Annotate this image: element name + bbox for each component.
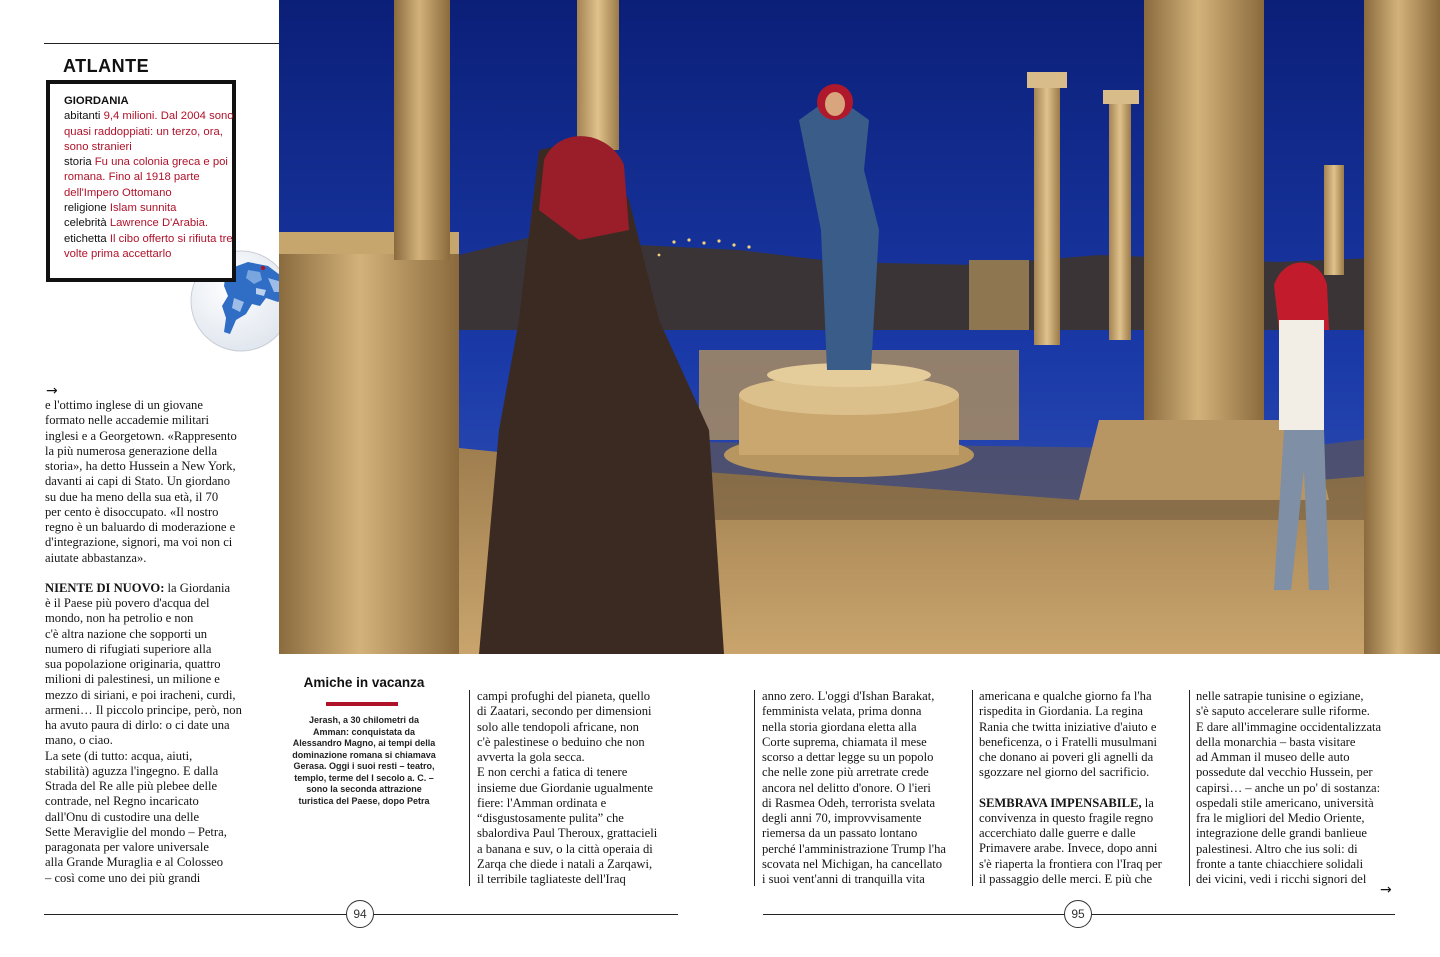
- text-line: E dare all'immagine occidentalizzata: [1196, 719, 1382, 734]
- text-line: Strada del Re alle più plebee delle: [45, 779, 218, 793]
- page-number-left: 94: [346, 900, 374, 928]
- fact-etichetta: etichetta Il cibo offerto si rifiuta tre volte prima accettarlo: [64, 232, 233, 260]
- text-line: aiutate abbastanza».: [45, 550, 147, 565]
- continue-arrow-icon: →: [46, 383, 58, 399]
- text-line: sgozzare nel giorno del sacrificio.: [979, 765, 1150, 780]
- text-line: campi profughi del pianeta, quello: [477, 689, 651, 703]
- text-line: stabilità) aguzza l'ingegno. E dalla: [45, 763, 219, 778]
- text-line: ha avuto paura di dirlo: o ci date una: [45, 718, 230, 732]
- text-line: storia», ha detto Hussein a New York,: [45, 459, 236, 473]
- text-line: i suoi vent'anni di tranquilla vita: [762, 872, 925, 886]
- text-line: c'è altra nazione che sopporti un: [45, 626, 208, 641]
- text-line: mano, o ciao.: [45, 733, 113, 748]
- text-line: degli anni 70, improvvisamente: [762, 811, 922, 825]
- text-line: alla Grande Muraglia e al Colosseo: [45, 855, 224, 870]
- text-line: mezzo di siriani, e poi iracheni, curdi,: [45, 687, 236, 702]
- text-line: nelle satrapie tunisine o egiziane,: [1196, 689, 1364, 703]
- text-line: il terribile tagliateste dell'Iraq: [477, 872, 626, 886]
- article-column-2: [477, 689, 702, 887]
- text-line: davanti ai capi di Stato. Un giordano: [45, 474, 231, 489]
- text-line: numero di rifugiati superiore alla: [45, 641, 212, 656]
- text-line: formato nelle accademie militari: [45, 413, 209, 428]
- text-line: s'è riaperta la frontiera con l'Iraq per: [979, 856, 1162, 871]
- text-line: ad Amman il museo delle auto: [1196, 750, 1350, 764]
- column-4-lead-line: SEMBRAVA IMPENSABILE, la: [979, 795, 1154, 810]
- text-line: integrazione delle grandi banlieue: [1196, 826, 1367, 841]
- hero-photo: [279, 0, 1440, 654]
- article-column-3: [762, 689, 970, 887]
- text-line: paragonata per valore universale: [45, 840, 209, 854]
- photo-caption-text: Jerash, a 30 chilometri da Amman: conquistata da Alessandro Magno, ai tempi della dominazione romana si chiamava Gerasa. Oggi i suoi resti – teatro, templo, terme del I secolo a. C. – sono la seconda attrazione turistica del Paese, dopo Petra: [292, 715, 436, 806]
- text-line: femminista velata, prima donna: [762, 704, 922, 719]
- text-line: anno zero. L'oggi d'Ishan Barakat,: [762, 689, 935, 703]
- text-line: dei vicini, vedi i ricchi signori del: [1196, 872, 1367, 886]
- fact-storia: storia Fu una colonia greca e poi romana. Fino al 1918 parte dell'Impero Ottomano: [64, 156, 228, 199]
- column-divider: [972, 690, 973, 886]
- text-line: Zarqa che diede i natali a Zarqawi,: [477, 856, 653, 871]
- text-line: milioni di palestinesi, un milione e: [45, 672, 220, 687]
- text-line: rispedita in Giordania. La regina: [979, 704, 1144, 719]
- globe-marker: [261, 266, 265, 270]
- text-line: beneficenza, o i Fratelli musulmani: [979, 734, 1158, 749]
- text-line: Corte suprema, chiamata il mese: [762, 734, 927, 749]
- text-line: d'integrazione, signori, ma voi non ci: [45, 535, 233, 550]
- atlante-top-rule: [44, 43, 279, 44]
- text-line: ancora nel delitto d'onore. O l'ieri: [762, 780, 931, 795]
- text-line: c'è palestinese o beduino che non: [477, 734, 645, 749]
- text-line: americana e qualche giorno fa l'ha: [979, 689, 1152, 703]
- text-line: di Zaatari, secondo per dimensioni: [477, 704, 652, 719]
- text-line: ospedali stile americano, università: [1196, 795, 1374, 810]
- text-line: e l'ottimo inglese di un giovane: [45, 398, 203, 412]
- text-line: La sete (di tutto: acqua, aiuti,: [45, 748, 193, 763]
- column-1-paragraph-b: [45, 596, 277, 886]
- atlante-country: GIORDANIA: [64, 95, 129, 107]
- text-line: inglesi e a Georgetown. «Rappresento: [45, 428, 237, 443]
- text-line: a banana e suv, o la città operaia di: [477, 841, 653, 856]
- text-line: sua popolazione originaria, quattro: [45, 657, 221, 671]
- text-line: il passaggio delle merci. E più che: [979, 871, 1153, 886]
- column-1-lead-line: NIENTE DI NUOVO: la Giordania: [45, 580, 231, 595]
- text-line: perché l'amministrazione Trump l'ha: [762, 841, 946, 856]
- text-line: fronte a tante chiacchiere solidali: [1196, 856, 1364, 871]
- text-line: per cento è disoccupato. «Il nostro: [45, 504, 219, 519]
- text-line: mondo, non ha petrolio e non: [45, 611, 194, 626]
- text-line: s'è saputo accelerare sulle riforme.: [1196, 704, 1370, 719]
- text-line: regno è un baluardo di moderazione e: [45, 520, 236, 534]
- text-line: possedute dal vecchio Hussein, per: [1196, 765, 1373, 780]
- article-column-1: [45, 398, 277, 886]
- text-line: fiere: l'Amman ordinata e: [477, 795, 607, 810]
- atlante-section-title: ATLANTE: [63, 56, 150, 76]
- text-line: di Rasmea Odeh, terrorista svelata: [762, 795, 936, 810]
- text-line: convivenza in questo fragile regno: [979, 810, 1154, 825]
- text-line: dall'Onu di custodire una delle: [45, 809, 200, 824]
- text-line: la più numerosa generazione della: [45, 443, 218, 458]
- article-column-4: [979, 689, 1189, 887]
- fact-celebrita: celebrità Lawrence D'Arabia.: [64, 217, 209, 230]
- text-line: accerchiato dalle guerre e dalle: [979, 826, 1136, 840]
- text-line: scorso a dettar legge su un popolo: [762, 750, 934, 764]
- column-4-paragraph-a: [979, 689, 1189, 781]
- photo-caption-title: Amiche in vacanza: [303, 675, 425, 690]
- continue-arrow-icon: →: [1380, 882, 1392, 898]
- text-line: fra le migliori del Medio Oriente,: [1196, 811, 1365, 825]
- atlante-factbox: [46, 80, 236, 282]
- text-line: Sette Meraviglie del mondo – Petra,: [45, 824, 227, 839]
- text-line: insieme due Giordanie ugualmente: [477, 780, 653, 795]
- caption-red-rule: [326, 702, 398, 706]
- text-line: sbalordiva Paul Theroux, grattacieli: [477, 826, 658, 841]
- text-line: Rania che twitta iniziative d'aiuto e: [979, 719, 1157, 734]
- text-line: che donano ai poveri gli agnelli da: [979, 750, 1154, 764]
- text-line: contrade, nel Regno incaricato: [45, 794, 199, 809]
- text-line: nella storia giordana eletta alla: [762, 719, 917, 734]
- column-4-paragraph-b: [979, 811, 1189, 887]
- text-line: E non cerchi a fatica di tenere: [477, 765, 628, 780]
- fact-abitanti: abitanti 9,4 milioni. Dal 2004 sono quasi raddoppiati: un terzo, ora, sono stranieri: [64, 110, 234, 153]
- text-line: è il Paese più povero d'acqua del: [45, 596, 210, 610]
- text-line: “disgustosamente pulita” che: [477, 811, 624, 825]
- column-divider: [1189, 690, 1190, 886]
- text-line: palestinesi. Altro che ius soli: di: [1196, 841, 1358, 856]
- text-line: su due ha meno della sua età, il 70: [45, 489, 219, 504]
- column-divider: [754, 690, 755, 886]
- text-line: – così come uno dei più grandi: [45, 870, 201, 885]
- text-line: avverta la gola secca.: [477, 750, 585, 764]
- page-number-right: 95: [1064, 900, 1092, 928]
- text-line: scovata nel Michigan, ha cancellato: [762, 856, 943, 871]
- text-line: che nelle zone più arretrate crede: [762, 765, 929, 780]
- column-divider: [469, 690, 470, 886]
- text-line: capirsi… – anche un po' di sostanza:: [1196, 780, 1381, 795]
- article-column-5: [1196, 689, 1411, 887]
- text-line: solo alle tendopoli africane, non: [477, 719, 639, 734]
- text-line: armeni… Il piccolo principe, però, non: [45, 702, 242, 717]
- column-1-paragraph-a: [45, 398, 277, 566]
- text-line: riemersa da un passato lontano: [762, 826, 918, 841]
- fact-religione: religione Islam sunnita: [64, 202, 177, 215]
- text-line: Primavere arabe. Invece, dopo anni: [979, 841, 1158, 856]
- text-line: della monarchia – basta visitare: [1196, 734, 1356, 749]
